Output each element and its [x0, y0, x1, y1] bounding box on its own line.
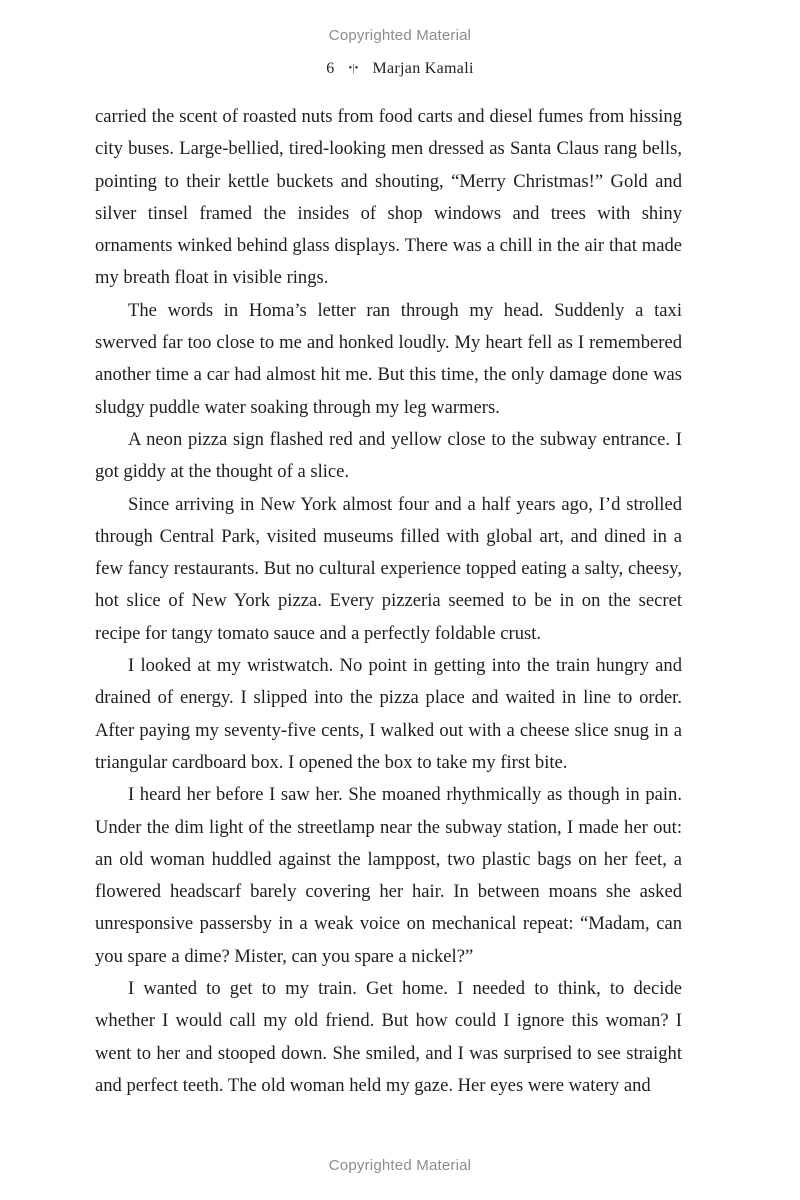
paragraph: I wanted to get to my train. Get home. I needed to think, to decide whether I would call my old friend. But how could I ignore this woman? I went to her and stooped down. She smiled, and I was surprised to see straight and perfect teeth. The old woman held my gaze. Her eyes were watery and: [95, 978, 682, 1096]
paragraph: I heard her before I saw her. She moaned rhythmically as though in pain. Under the dim light of the streetlamp near the subway station, I made her out: an old woman huddled against the lamppost, two plastic bags on her feet, a flowered headscarf barely covering her hair. In between moans she asked unresponsive passersby in a weak voice on mechanical repeat: “Madam, can you spare a dime? Mister, can you spare a nickel?”: [95, 784, 682, 967]
copyright-watermark-bottom: Copyrighted Material: [328, 1157, 472, 1174]
paragraph: A neon pizza sign flashed red and yellow close to the subway entrance. I got giddy at the thought of a slice.: [95, 428, 682, 483]
page-number: 6: [326, 60, 335, 77]
running-head: [0, 60, 800, 78]
paragraph: carried the scent of roasted nuts from food carts and diesel fumes from hissing city buses. Large-bellied, tired-looking men dressed as Santa Claus rang bells, pointing to their kettle buckets and shouting, “Merry Christmas!” Gold and silver tinsel framed the insides of shop windows and trees with shiny ornaments winked behind glass displays. There was a chill in the air that made my breath float in visible rings.: [95, 106, 682, 289]
author-name: Marjan Kamali: [372, 60, 474, 77]
copyright-watermark-top: Copyrighted Material: [328, 27, 472, 44]
body-text: [95, 101, 682, 1102]
paragraph: The words in Homa’s letter ran through my head. Suddenly a taxi swerved far too close to me and honked loudly. My heart fell as I remembered another time a car had almost hit me. But this time, the only damage done was sludgy puddle water soaking through my leg warmers.: [95, 299, 682, 418]
ornament-divider: •|•: [348, 63, 359, 74]
paragraph: I looked at my wristwatch. No point in getting into the train hungry and drained of energy. I slipped into the pizza place and waited in line to order. After paying my seventy-five cents, I walked out with a cheese slice snug in a triangular cardboard box. I opened the box to take my first bite.: [95, 655, 682, 773]
paragraph: Since arriving in New York almost four and a half years ago, I’d strolled through Central Park, visited museums filled with global art, and dined in a few fancy restaurants. But no cultural experience topped eating a salty, cheesy, hot slice of New York pizza. Every pizzeria seemed to be in on the secret recipe for tangy tomato sauce and a perfectly foldable crust.: [95, 493, 682, 644]
